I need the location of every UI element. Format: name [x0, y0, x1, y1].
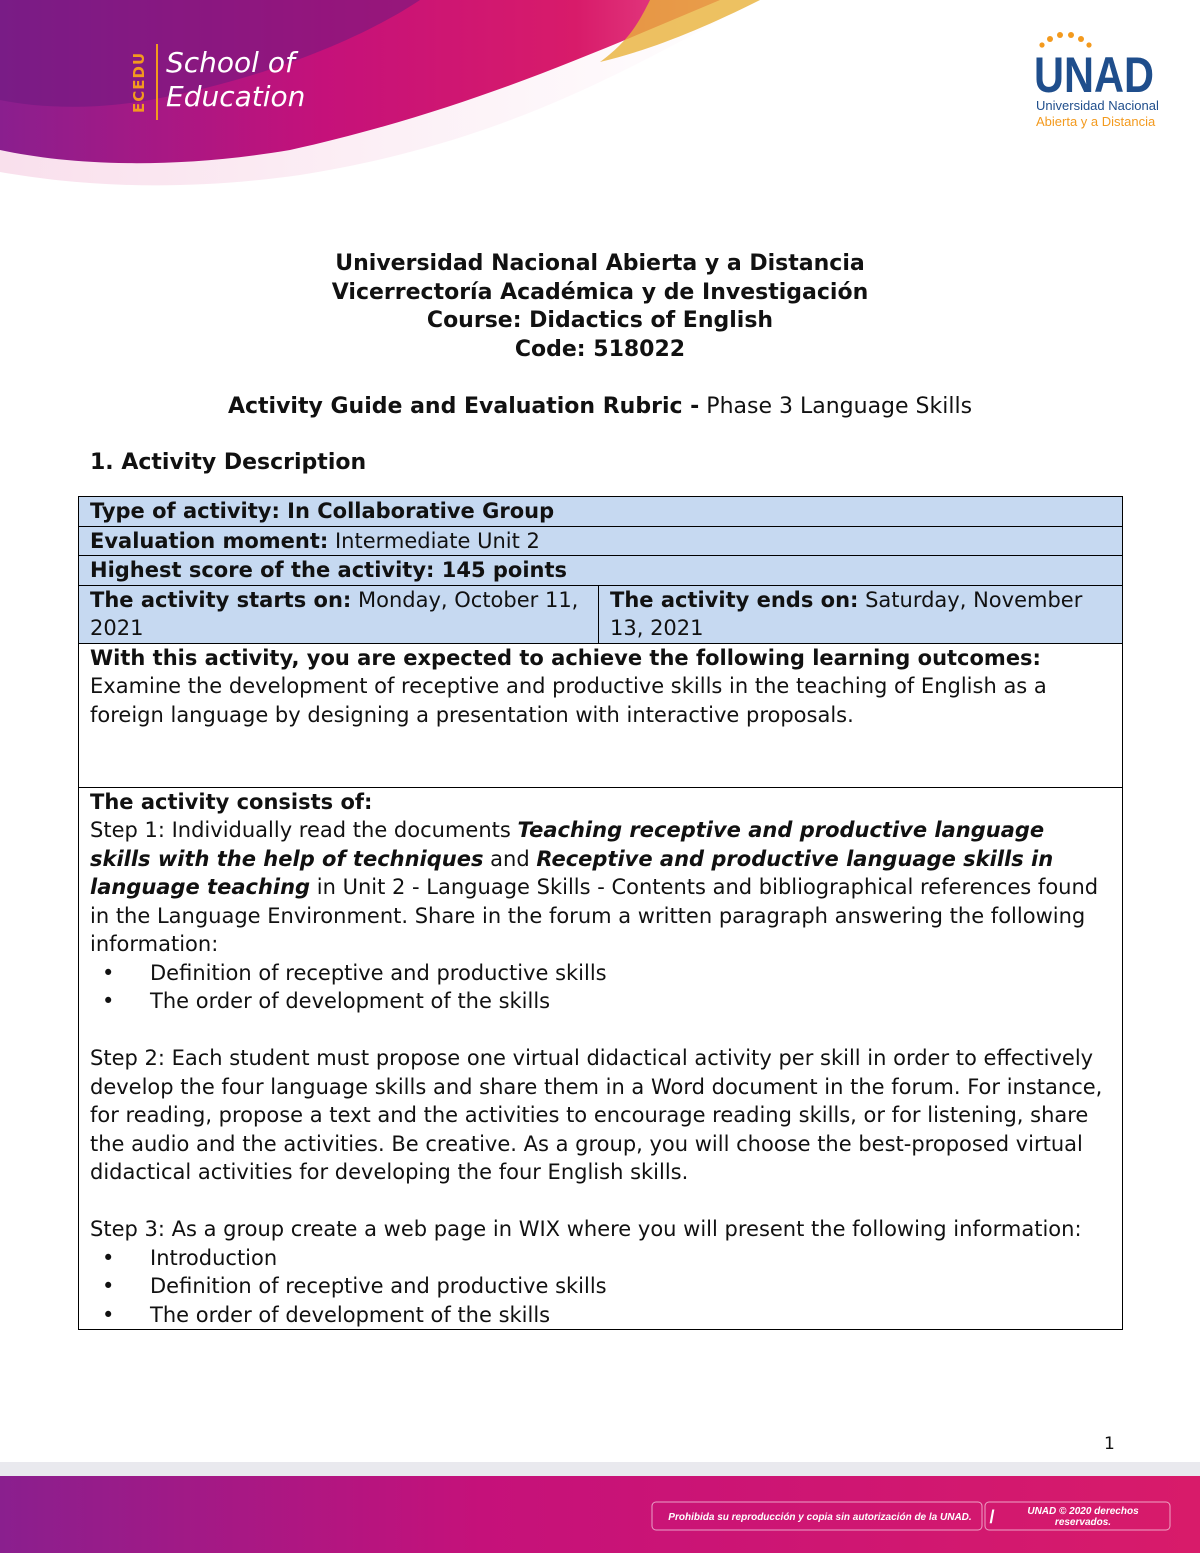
evaluation-moment-label: Evaluation moment: [90, 528, 329, 553]
step-1-instructions: in Unit 2 - Language Skills - Contents and bibliographical references found in the Language Environment. Share in the forum a written paragraph answering the following information: [90, 875, 1099, 956]
document-title-block [0, 250, 1200, 364]
course-code: Code: 518022 [514, 336, 686, 362]
activity-consists-cell [79, 787, 1123, 1330]
end-date-cell [599, 585, 1123, 643]
step-2-text: Step 2: Each student must propose one virtual didactical activity per skill in order to effectively develop the four language skills and share them in a Word document in the forum. For instance, for reading, propose a text and the activities to encourage reading skills, or for listening, share the audio and the activities. Be creative. As a group, you will choose the best-proposed virtual didactical activities for developing the four English skills. [90, 1046, 1103, 1184]
school-name-line1: School of [166, 46, 295, 79]
ecedu-vertical-text: ECEDU [130, 44, 158, 120]
table-row [79, 585, 1123, 643]
step-3-text: Step 3: As a group create a web page in WIX where you will present the following information: [90, 1217, 1082, 1241]
unad-logo [1020, 30, 1170, 130]
start-date-cell [79, 585, 599, 643]
step-1-document-2: Receptive and productive language skills in language teaching [90, 846, 1054, 899]
page-number: 1 [1104, 1434, 1115, 1454]
university-name: Universidad Nacional Abierta y a Distancia [335, 251, 865, 276]
list-item: • The order of development of the skills [150, 987, 1111, 1016]
list-item: • The order of development of the skills [150, 1301, 1111, 1330]
table-row [79, 643, 1123, 787]
guide-title-phase: Phase 3 Language Skills [699, 394, 973, 419]
unad-logo-mark [1020, 30, 1160, 100]
school-of-education-logo [130, 44, 330, 124]
learning-outcomes-text: Examine the development of receptive and productive skills in the teaching of English as a foreign language by designing a presentation with interactive proposals. [90, 674, 1047, 727]
step-1-bullet-list [90, 959, 1111, 1016]
end-date-value: Saturday, November 13, 2021 [610, 587, 1083, 640]
guide-title-bold: Activity Guide and Evaluation Rubric - [227, 394, 700, 419]
start-date-value: Monday, October 11, 2021 [90, 587, 579, 640]
unad-mark-text: UNAD [1034, 47, 1154, 100]
activity-guide-title [0, 393, 1200, 421]
list-item: • Definition of receptive and productive skills [150, 959, 1111, 988]
section-heading: 1. Activity Description [90, 450, 367, 475]
table-row [79, 787, 1123, 1330]
school-name-line2: Education [166, 80, 306, 113]
type-of-activity-cell: Type of activity: In Collaborative Group [79, 497, 1123, 527]
vicerrectoria-name: Vicerrectoría Académica y de Investigación [331, 279, 869, 305]
start-date-label: The activity starts on: [90, 587, 352, 612]
footer-separator-icon: / [989, 1506, 995, 1527]
footer-reproduction-notice: Prohibida su reproducción y copia sin autorización de la UNAD. [668, 1511, 972, 1523]
step-1-intro: Step 1: Individually read the documents [90, 818, 518, 842]
table-row [79, 526, 1123, 556]
footer-rights-notice: UNAD © 2020 derechos reservados. [1027, 1506, 1139, 1528]
highest-score-cell: Highest score of the activity: 145 points [79, 556, 1123, 586]
table-row [79, 556, 1123, 586]
unad-name-line1: Universidad Nacional [1036, 98, 1159, 113]
evaluation-moment-cell [79, 526, 1123, 556]
list-item: • Definition of receptive and productive skills [150, 1272, 1111, 1301]
step-1-text [90, 816, 1111, 959]
end-date-label: The activity ends on: [610, 587, 859, 612]
step-1-document-1: Teaching receptive and productive language skills with the help of techniques [90, 818, 1045, 871]
activity-description-table [78, 496, 1123, 1330]
course-name: Course: Didactics of English [426, 308, 774, 333]
list-item: • Introduction [150, 1244, 1111, 1273]
step-3-bullet-list [90, 1244, 1111, 1330]
step-1-and: and [483, 846, 537, 871]
learning-outcomes-cell [79, 643, 1123, 787]
unad-name-line2: Abierta y a Distancia [1036, 114, 1156, 129]
activity-consists-heading: The activity consists of: [90, 789, 373, 814]
learning-outcomes-heading: With this activity, you are expected to achieve the following learning outcomes: [90, 645, 1041, 670]
table-row [79, 497, 1123, 527]
footer-copyright [655, 1504, 1167, 1530]
evaluation-moment-value: Intermediate Unit 2 [328, 528, 540, 553]
